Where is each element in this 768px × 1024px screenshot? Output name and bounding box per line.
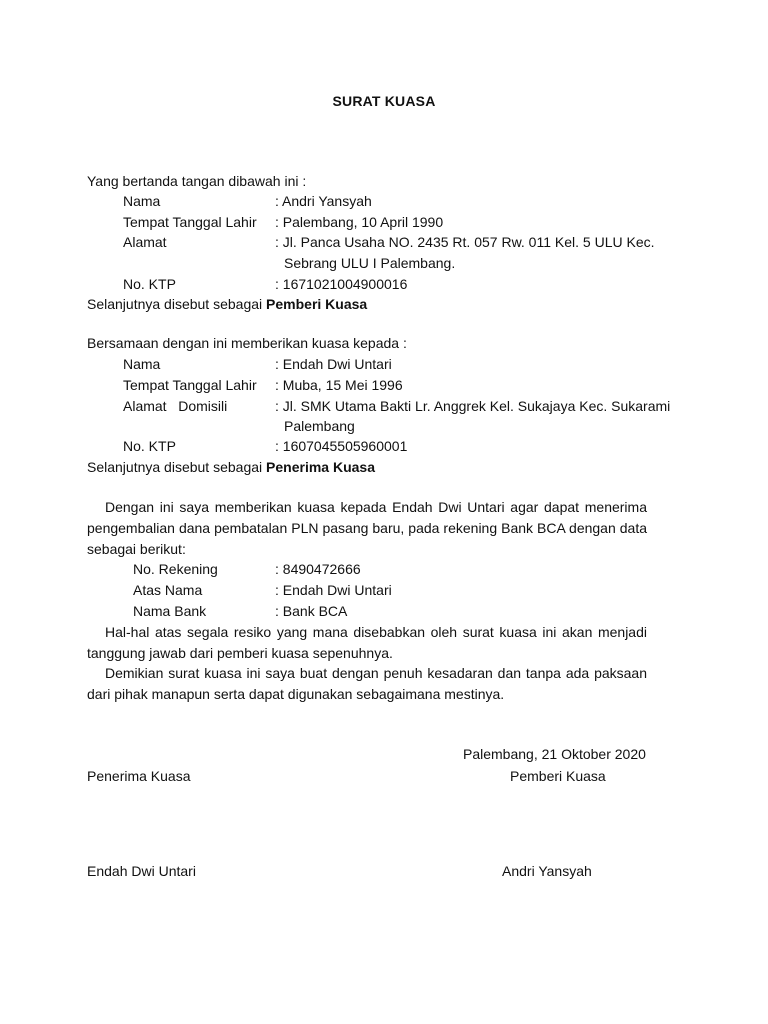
grantee-ktp-value: : 1607045505960001 — [275, 438, 408, 454]
grantor-address-line2: Sebrang ULU I Palembang. — [284, 255, 456, 271]
grantor-ttl-value: : Palembang, 10 April 1990 — [275, 214, 444, 230]
grantee-address-label: Alamat Domisili — [123, 398, 228, 414]
signature-left-role: Penerima Kuasa — [87, 768, 191, 784]
grantee-ttl-label: Tempat Tanggal Lahir — [123, 377, 257, 393]
closing-paragraph: Demikian surat kuasa ini saya buat dengan penuh kesadaran dan tanpa ada paksaan dari pihak manapun serta dapat digunakan sebagaimana mestinya. — [87, 665, 647, 702]
bank-account-label: No. Rekening — [133, 561, 218, 577]
bank-holder-value: : Endah Dwi Untari — [275, 582, 392, 598]
grantee-address-line2: Palembang — [284, 418, 355, 434]
grantor-name-label: Nama — [123, 193, 161, 209]
grantor-address-line1: : Jl. Panca Usaha NO. 2435 Rt. 057 Rw. 011 Kel. 5 ULU Kec. — [275, 234, 655, 250]
bank-account-value: : 8490472666 — [275, 561, 361, 577]
intro2-text: Bersamaan dengan ini memberikan kuasa kepada : — [87, 335, 407, 351]
grantee-designation — [87, 457, 375, 477]
risk-paragraph: Hal-hal atas segala resiko yang mana disebabkan oleh surat kuasa ini akan menjadi tanggung jawab dari pemberi kuasa sepenuhnya. — [87, 624, 647, 661]
grantee-designation-prefix: Selanjutnya disebut sebagai — [87, 459, 267, 475]
grantee-address-line1: : Jl. SMK Utama Bakti Lr. Anggrek Kel. Sukajaya Kec. Sukarami — [275, 398, 671, 414]
grantor-ttl-label: Tempat Tanggal Lahir — [123, 214, 257, 230]
grantor-ktp-label: No. KTP — [123, 276, 176, 292]
grantee-ttl-value: : Muba, 15 Mei 1996 — [275, 377, 403, 393]
grantor-ktp-value: : 1671021004900016 — [275, 276, 408, 292]
signature-right-name: Andri Yansyah — [502, 863, 592, 879]
grantee-ktp-label: No. KTP — [123, 438, 176, 454]
intro-text: Yang bertanda tangan dibawah ini : — [87, 173, 307, 189]
bank-name-value: : Bank BCA — [275, 603, 348, 619]
grantor-designation-prefix: Selanjutnya disebut sebagai — [87, 296, 267, 312]
grantor-address-label: Alamat — [123, 234, 167, 250]
grantee-name-label: Nama — [123, 356, 161, 372]
bank-name-label: Nama Bank — [133, 603, 207, 619]
grantee-name-value: : Endah Dwi Untari — [275, 356, 392, 372]
signature-left-name: Endah Dwi Untari — [87, 863, 196, 879]
signature-right-role: Pemberi Kuasa — [510, 768, 606, 784]
grantor-name-value: : Andri Yansyah — [275, 193, 372, 209]
letter-title: SURAT KUASA — [332, 93, 436, 109]
grantor-designation — [87, 294, 367, 314]
place-date: Palembang, 21 Oktober 2020 — [463, 746, 646, 762]
body-paragraph: Dengan ini saya memberikan kuasa kepada Endah Dwi Untari agar dapat menerima pengembalian dana pembatalan PLN pasang baru, pada rekening Bank BCA dengan data sebagai berikut: — [87, 499, 647, 557]
bank-holder-label: Atas Nama — [133, 582, 203, 598]
grantor-role: Pemberi Kuasa — [266, 296, 368, 312]
grantee-role: Penerima Kuasa — [266, 459, 375, 475]
